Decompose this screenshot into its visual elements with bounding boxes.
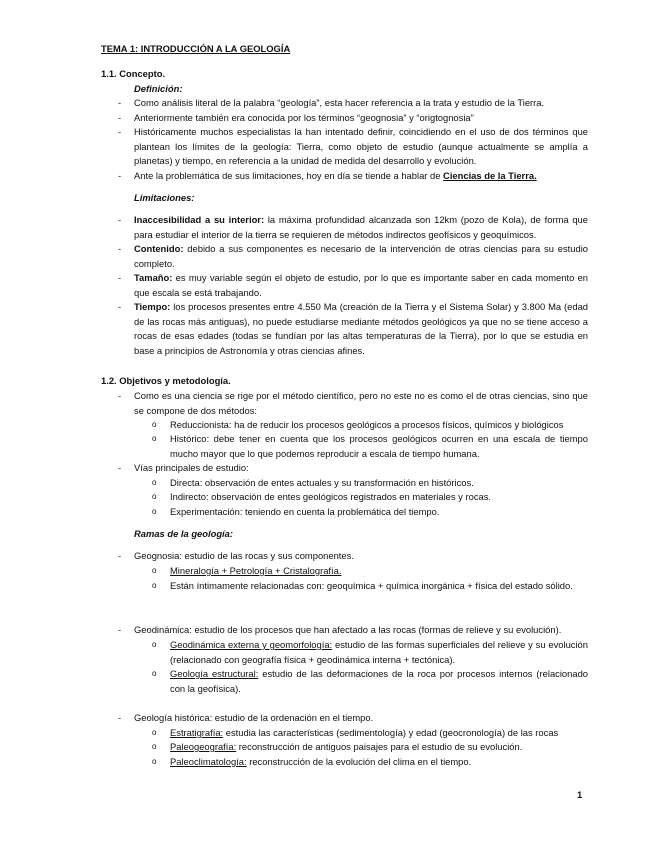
sub-list-item: o Estratigrafía: estudia las características (sedimentología) y edad (geocronología) de las rocas <box>152 727 559 738</box>
list-item: - Geognosia: estudio de las rocas y sus componentes. <box>118 550 354 561</box>
sub-list-item: o Histórico: debe tener en cuenta que los procesos geológicos ocurren en una escala de tiempo mucho mayor que lo que podemos reproducir a escala de tiempo humana. <box>152 433 588 459</box>
list-item: - Ante la problemática de sus limitaciones, hoy en día se tiende a hablar de Ciencias de la Tierra. <box>118 170 537 181</box>
sub-list-item: o Reduccionista: ha de reducir los procesos geológicos a procesos físicos, químicos y biológicos <box>152 419 564 430</box>
list-item: - Tiempo: los procesos presentes entre 4.550 Ma (creación de la Tierra y el Sistema Solar) y 3.800 Ma (edad de las rocas más antiguas), no puede estudiarse mediante métodos geológicos ya que no se tiene acceso a rocas de esas edades (todas se fundían por las altas temperaturas de la Tierra), por lo que se estudia en base a principios de Astronomía y otras ciencias afines. <box>118 301 588 356</box>
list-item: - Tamaño: es muy variable según el objeto de estudio, por lo que es importante saber en cada momento en que escala se está trabajando. <box>118 272 588 298</box>
sub-list-item: o Geodinámica externa y geomorfología: estudio de las formas superficiales del relieve y su evolución (relacionado con geografía física + geodinámica interna + tectónica). <box>152 639 588 665</box>
list-item: - Como análisis literal de la palabra “geología”, esta hacer referencia a la trata y estudio de la Tierra. <box>118 97 545 108</box>
document-title: TEMA 1: INTRODUCCIÓN A LA GEOLOGÍA <box>101 43 291 54</box>
list-item: - Geodinámica: estudio de los procesos que han afectado a las rocas (formas de relieve y su evolución). <box>118 624 562 635</box>
subheading-definicion: Definición: <box>134 83 183 94</box>
subheading-ramas: Ramas de la geología: <box>134 528 233 539</box>
page-number: 1 <box>577 789 583 800</box>
sub-list-item: o Paleogeografía: reconstrucción de antiguos paisajes para el estudio de su evolución. <box>152 741 523 752</box>
list-item: - Inaccesibilidad a su interior: la máxima profundidad alcanzada son 12km (pozo de Kola), de forma que para estudiar el interior de la tierra se requieren de métodos indirectos geofísicos y geoquímicos. <box>118 214 588 240</box>
sub-list-item: o Están íntimamente relacionadas con: geoquímica + química inorgánica + física del estado sólido. <box>152 580 573 591</box>
list-item: - Históricamente muchos especialistas la han intentado definir, coincidiendo en el uso de dos términos que plantean los límites de la geología: Tierra, como objeto de estudio (aunque actualmente se amplía a planetas) y tiempo, en referencia a la unidad de medida del desarrollo y evolución. <box>118 126 588 167</box>
sub-list-item: o Mineralogía + Petrología + Cristalografía. <box>152 565 342 576</box>
list-item: - Contenido: debido a sus componentes es necesario de la intervención de otras ciencias para su estudio completo. <box>118 243 588 269</box>
sub-list-item: o Geología estructural: estudio de las deformaciones de la roca por procesos internos (relacionado con la geofísica). <box>152 668 588 694</box>
list-item: - Anteriormente también era conocida por los términos “geognosia” y “origtognosia” <box>118 112 474 123</box>
list-item: - Como es una ciencia se rige por el método científico, pero no este no es como el de otras ciencias, sino que se compone de dos métodos: <box>118 390 588 416</box>
sub-list-item: o Directa: observación de entes actuales y su transformación en históricos. <box>152 477 474 488</box>
subheading-limitaciones: Limitaciones: <box>134 192 195 203</box>
sub-list-item: o Indirecto: observación de entes geológicos registrados en materiales y rocas. <box>152 491 492 502</box>
section-heading-concepto: 1.1. Concepto. <box>101 68 166 79</box>
section-heading-objetivos: 1.2. Objetivos y metodología. <box>101 375 231 386</box>
ciencias-tierra-term: Ciencias de la Tierra. <box>443 170 537 181</box>
sub-list-item: o Experimentación: teniendo en cuenta la problemática del tiempo. <box>152 506 440 517</box>
list-item: - Geología histórica: estudio de la ordenación en el tiempo. <box>118 712 374 723</box>
sub-list-item: o Paleoclimatología: reconstrucción de la evolución del clima en el tiempo. <box>152 756 472 767</box>
list-item: - Vías principales de estudio: <box>118 462 249 473</box>
